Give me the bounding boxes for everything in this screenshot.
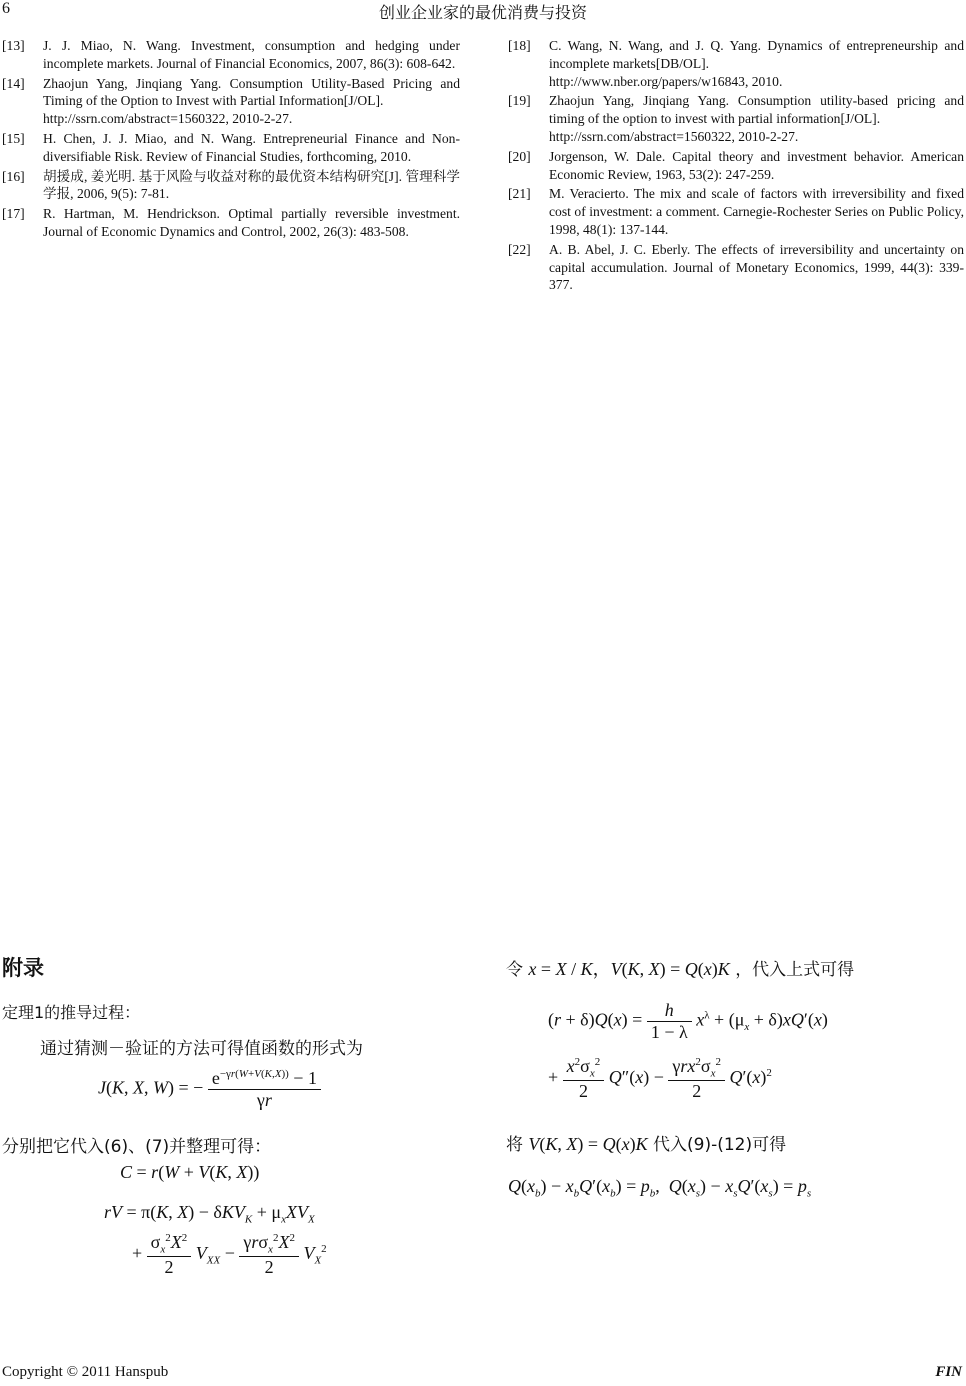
reference-item [506, 241, 964, 294]
theorem-derivation-title: 定理1的推导过程： [2, 1003, 141, 1022]
reference-item [0, 37, 460, 73]
reference-number: [18] [508, 38, 531, 53]
equation-hjb: rV = π(K, $X) - \delta KV_K + \mu_xXV_X$ [104, 1202, 315, 1226]
paragraph-substitute: 分别把它代入(6)、(7)并整理可得： [2, 1137, 272, 1157]
equation-q-ode: (r + δ)Q(x) = $\frac{h}{1 - \lambda}$ $x^\lambda + (\mu_x + \delta)xQ'(x)$ [548, 1000, 828, 1042]
reference-number: [21] [508, 186, 531, 202]
reference-item [0, 205, 460, 241]
reference-url[interactable]: http://ssrn.com/abstract=1560322, 2010-2-27. [549, 128, 799, 144]
reference-item [0, 168, 460, 204]
substitution-prefix: 令 [506, 960, 523, 980]
reference-number: [22] [508, 241, 531, 257]
footer-copyright: Copyright © 2011 Hanspub [2, 1364, 169, 1380]
paragraph-boundary-substitution [506, 1130, 786, 1155]
paragraph-substitution-setup [506, 955, 854, 981]
reference-text: 胡援成, 姜光明. 基于风险与收益对称的最优资本结构研究[J]. 管理科学学报, 2006, 9(5): 7-81. [43, 168, 460, 202]
appendix-title: 附录 [2, 956, 44, 980]
reference-text: Zhaojun Yang, Jinqiang Yang. Consumption Utility-Based Pricing and Timing of the Option to Invest with Partial Information[J/OL]. [43, 75, 460, 109]
equation-hjb-continued: + $\frac{\sigma_x^2X^2}{2}$ $V_{XX}$ − $\frac{\gamma r\sigma_x^2X^2}{2}$ $V_X^2$ [132, 1232, 327, 1277]
equation-value-function: J(K, X, W) = − $\frac{e^{-\gamma r(W+V(K,X))} - 1}{\gamma r}$ [98, 1068, 321, 1111]
reference-text: H. Chen, J. J. Miao, and N. Wang. Entrepreneurial Finance and Non-diversifiable Risk. Review of Financial Studies, forthcoming, 2010. [43, 130, 460, 164]
inline-equation-v: V(K, X) = Q(x)K [528, 1134, 648, 1154]
reference-number: [16] [2, 168, 25, 184]
reference-text: A. B. Abel, J. C. Eberly. The effects of irreversibility and uncertainty on capital accumulation. Journal of Monetary Economics, 1999, 44(3): 339-377. [549, 241, 964, 293]
reference-number: [14] [2, 75, 25, 91]
footer-journal-name: FIN [935, 1364, 962, 1380]
reference-text: M. Veracierto. The mix and scale of factors with irreversibility and fixed cost of investment: a comment. Carnegie-Rochester Series on Public Policy, 1998, 48(1): 137-144. [549, 186, 964, 237]
equation-boundary-conditions: $Q(x_b) - x_bQ'(x_b) = p_b$, $Q(x_s) - x_sQ'(x_s) = p_s$ [508, 1176, 812, 1200]
reference-number: [15] [2, 130, 25, 146]
reference-item [506, 185, 964, 238]
references-left-column [0, 37, 460, 243]
reference-item [506, 37, 964, 90]
equation-q-ode-continued: + $\frac{x^2\sigma_x^2}{2}$ Q″(x) − $\frac{\gamma rx^2\sigma_x^2}{2}$ $Q'(x)^2$ [548, 1056, 772, 1101]
reference-number: [19] [508, 93, 531, 109]
reference-text: Zhaojun Yang, Jinqiang Yang. Consumption utility-based pricing and timing of the option to invest with partial information[J/OL]. [549, 93, 964, 127]
reference-url[interactable]: http://www.nber.org/papers/w16843, 2010. [549, 73, 783, 89]
substitution-suffix: ，代入上式可得 [735, 960, 855, 980]
boundary-prefix: 将 [506, 1135, 523, 1155]
reference-item [0, 75, 460, 128]
reference-number: [13] [2, 38, 25, 53]
reference-text: R. Hartman, M. Hendrickson. Optimal partially reversible investment. Journal of Economic Dynamics and Control, 2002, 26(3): 483-508. [43, 206, 460, 239]
reference-text: C. Wang, N. Wang, and J. Q. Yang. Dynamics of entrepreneurship and incomplete markets[DB/OL]. [549, 38, 964, 71]
reference-url[interactable]: http://ssrn.com/abstract=1560322, 2010-2-27. [43, 111, 293, 127]
reference-item [506, 148, 964, 184]
references-right-column [506, 37, 964, 296]
paragraph-guess-verify: 通过猜测－验证的方法可得值函数的形式为 [40, 1039, 363, 1059]
boundary-suffix: 代入(9)-(12)可得 [653, 1135, 787, 1155]
reference-item [506, 92, 964, 145]
reference-text: Jorgenson, W. Dale. Capital theory and investment behavior. American Economic Review, 1963, 53(2): 247-259. [549, 148, 964, 182]
inline-equation-x-ratio: x = X / K，V(K, X) = Q(x)K [528, 959, 730, 979]
reference-number: [20] [508, 148, 531, 164]
running-title: 创业企业家的最优消费与投资 [378, 5, 587, 22]
reference-text: J. J. Miao, N. Wang. Investment, consumption and hedging under incomplete markets. Journal of Financial Economics, 2007, 86(3): 608-642. [43, 38, 460, 71]
page-number: 6 [2, 0, 10, 17]
reference-item [0, 130, 460, 166]
equation-consumption: C = r(W + V(K, X)) [120, 1162, 260, 1182]
reference-number: [17] [2, 206, 25, 222]
